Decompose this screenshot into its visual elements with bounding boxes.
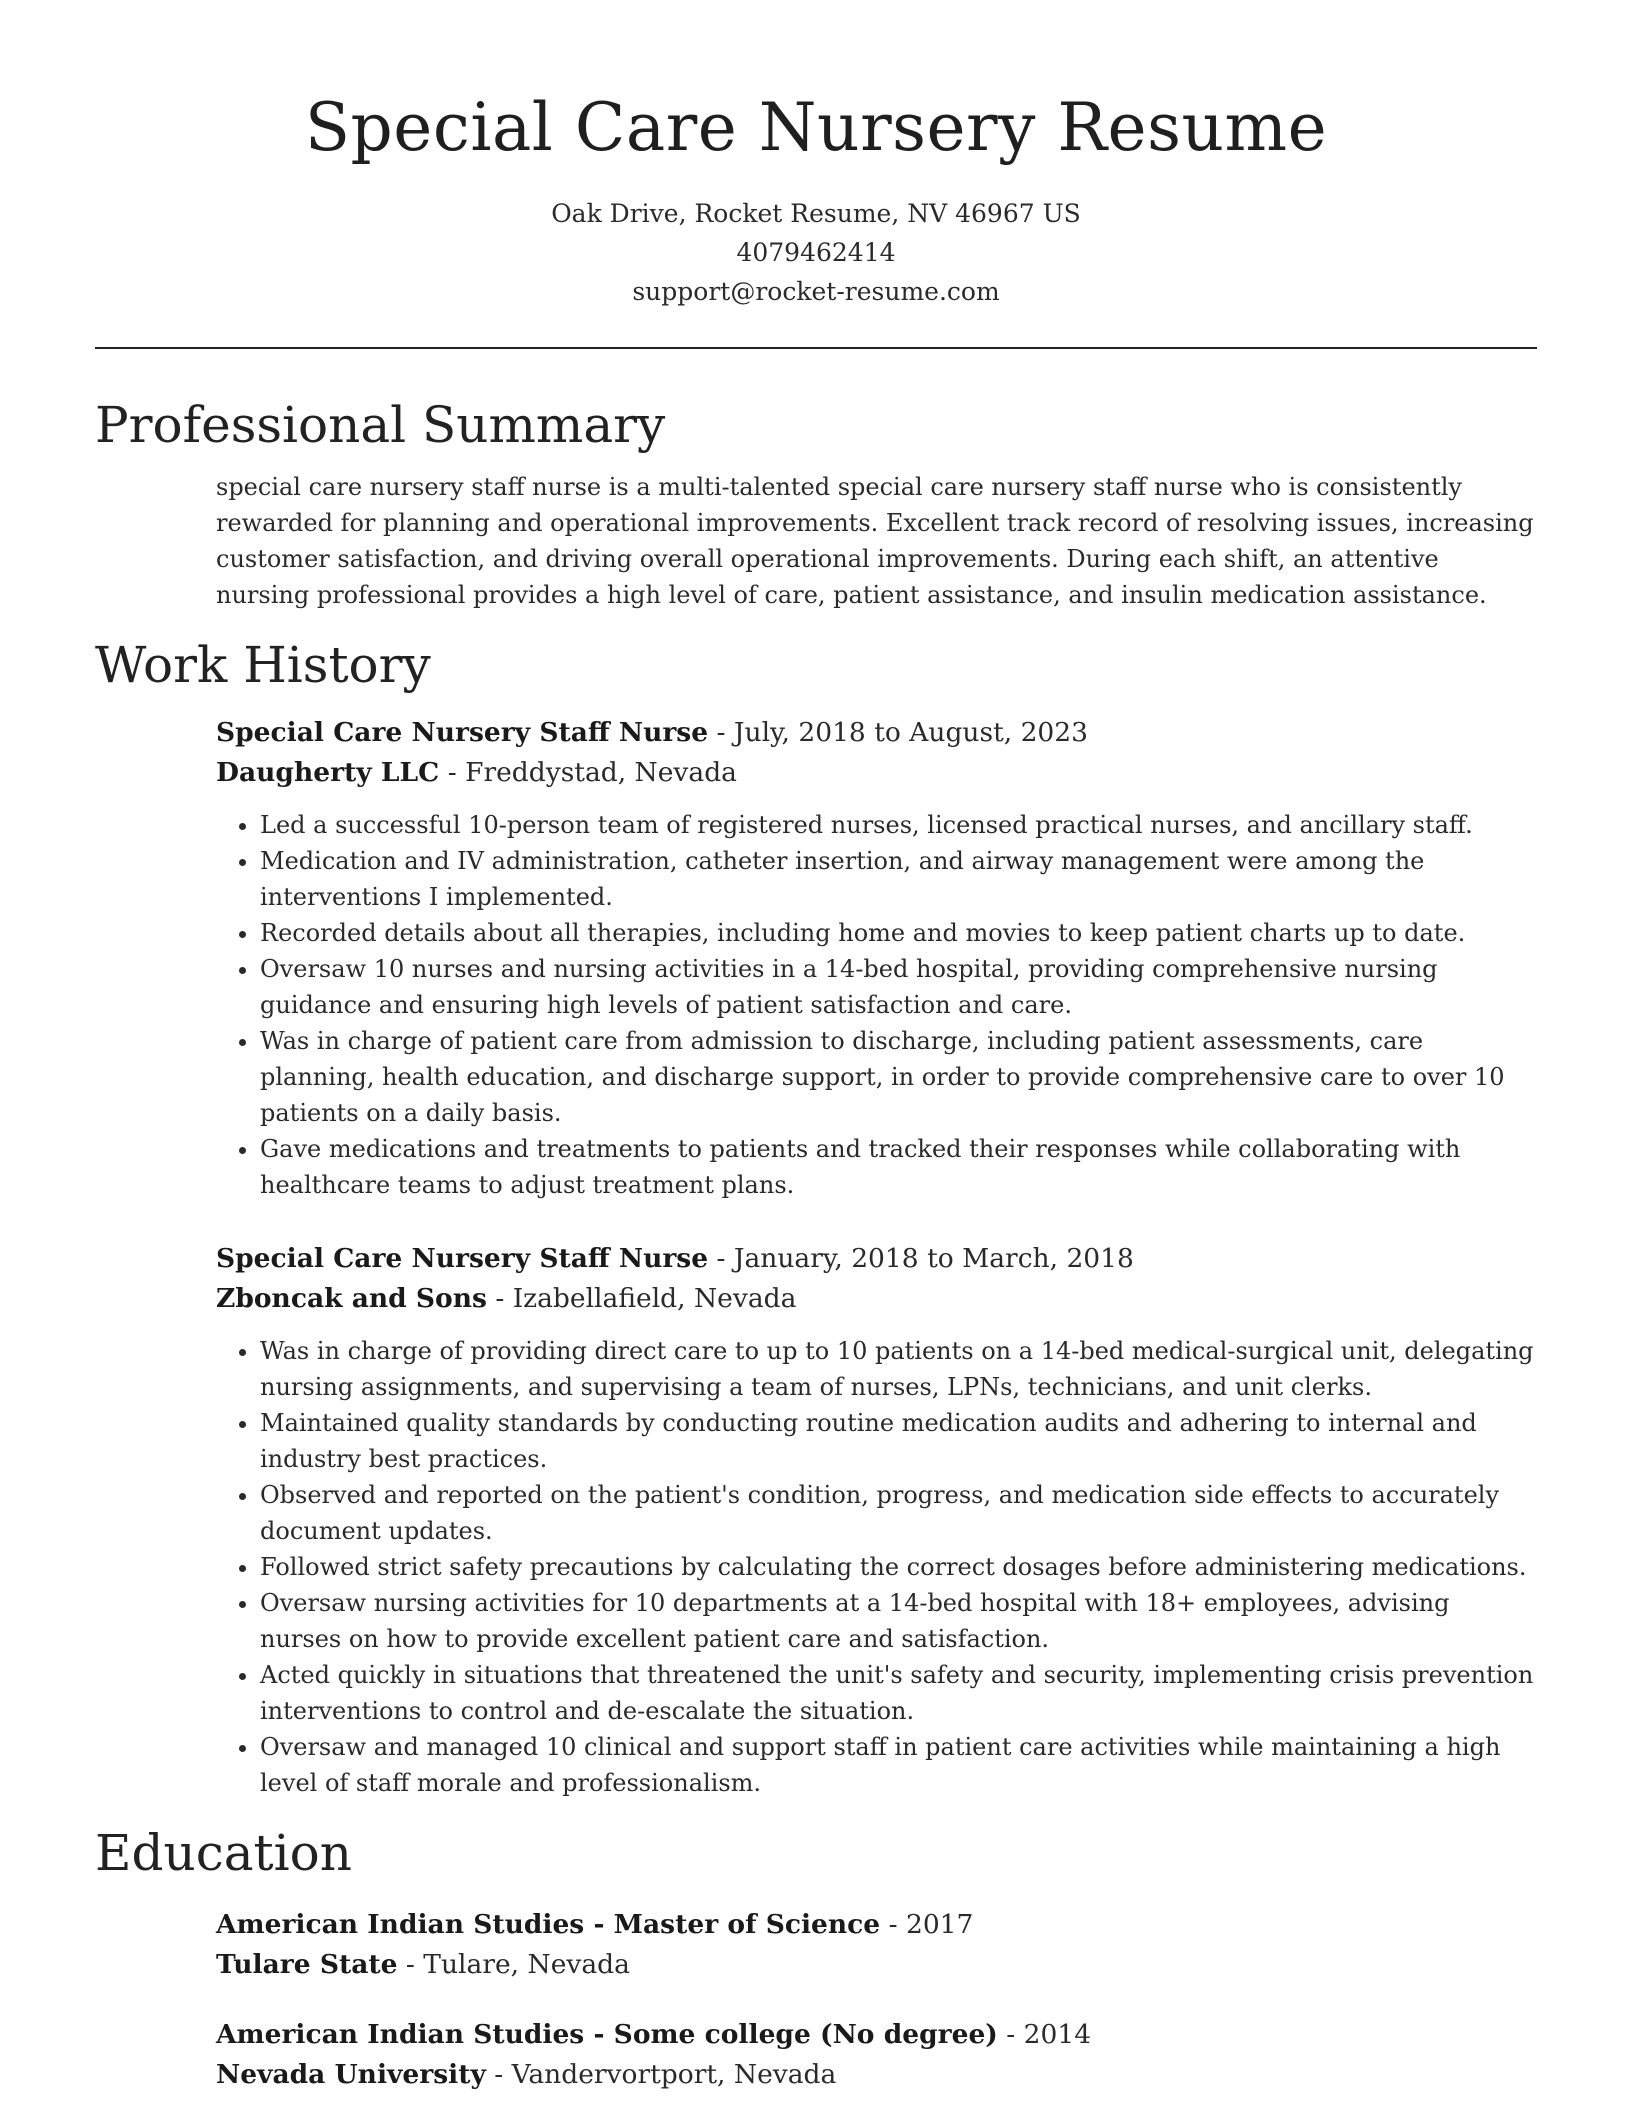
job-location: - Izabellafield, Nevada [486, 1283, 797, 1314]
job-bullet: • Gave medications and treatments to patients and tracked their responses while collaborating with healthcare teams to adjust treatment plans. [260, 1131, 1537, 1203]
job-title-line [216, 1239, 1537, 1279]
email: support@rocket-resume.com [632, 277, 1000, 306]
job-bullet: • Medication and IV administration, catheter insertion, and airway management were among the interventions I implemented. [260, 843, 1537, 915]
job-entry [216, 1239, 1537, 1801]
contact-info [95, 194, 1537, 311]
degree: American Indian Studies - Some college (No degree) [216, 2019, 998, 2050]
school-location: - Vandervortport, Nevada [485, 2059, 837, 2090]
job-bullet: • Led a successful 10-person team of registered nurses, licensed practical nurses, and ancillary staff. [260, 807, 1537, 843]
job-title-line [216, 713, 1537, 753]
school: Tulare State [216, 1949, 398, 1980]
job-role: Special Care Nursery Staff Nurse [216, 717, 709, 748]
job-bullet: • Was in charge of patient care from admission to discharge, including patient assessments, care planning, health education, and discharge support, in order to provide comprehensive care to over 10 patients on a daily basis. [260, 1023, 1537, 1131]
job-entry [216, 713, 1537, 1203]
job-company-line [216, 1279, 1537, 1319]
summary-section [95, 395, 1537, 613]
job-bullets [216, 1333, 1537, 1801]
education-entry [216, 1905, 1537, 1985]
job-bullet: • Followed strict safety precautions by calculating the correct dosages before administering medications. [260, 1549, 1537, 1585]
job-bullet: • Acted quickly in situations that threatened the unit's safety and security, implementing crisis prevention interventions to control and de-escalate the situation. [260, 1657, 1537, 1729]
education-section [95, 1823, 1537, 2095]
address: Oak Drive, Rocket Resume, NV 46967 US [551, 199, 1081, 228]
job-bullet: • Maintained quality standards by conducting routine medication audits and adhering to internal and industry best practices. [260, 1405, 1537, 1477]
degree: American Indian Studies - Master of Science [216, 1909, 881, 1940]
school-line [216, 1945, 1537, 1985]
degree-line [216, 2015, 1537, 2055]
job-company-line [216, 753, 1537, 793]
job-bullet: • Was in charge of providing direct care to up to 10 patients on a 14-bed medical-surgical unit, delegating nursing assignments, and supervising a team of nurses, LPNs, technicians, and unit clerks. [260, 1333, 1537, 1405]
job-company: Zboncak and Sons [216, 1283, 487, 1314]
work-history-heading: Work History [95, 636, 431, 694]
header-divider [95, 347, 1537, 349]
summary-heading: Professional Summary [95, 396, 666, 454]
education-entry [216, 2015, 1537, 2095]
job-dates: - July, 2018 to August, 2023 [708, 717, 1089, 748]
work-history-section [95, 635, 1537, 1801]
degree-line [216, 1905, 1537, 1945]
education-heading: Education [95, 1824, 352, 1882]
job-role: Special Care Nursery Staff Nurse [216, 1243, 709, 1274]
resume-header [95, 88, 1537, 311]
job-bullet: • Observed and reported on the patient's condition, progress, and medication side effects to accurately document updates. [260, 1477, 1537, 1549]
job-bullet: • Recorded details about all therapies, including home and movies to keep patient charts up to date. [260, 915, 1537, 951]
job-company: Daugherty LLC [216, 757, 440, 788]
resume-title: Special Care Nursery Resume [304, 89, 1328, 166]
phone: 4079462414 [736, 238, 896, 267]
summary-text: special care nursery staff nurse is a multi-talented special care nursery staff nurse who is consistently rewarded for planning and operational improvements. Excellent track record of resolving issues, increasing customer satisfaction, and driving overall operational improvements. During each shift, an attentive nursing professional provides a high level of care, patient assistance, and insulin medication assistance. [216, 473, 1534, 609]
school-location: - Tulare, Nevada [397, 1949, 630, 1980]
job-bullet: • Oversaw nursing activities for 10 departments at a 14-bed hospital with 18+ employees, advising nurses on how to provide excellent patient care and satisfaction. [260, 1585, 1537, 1657]
job-bullet: • Oversaw 10 nurses and nursing activities in a 14-bed hospital, providing comprehensive nursing guidance and ensuring high levels of patient satisfaction and care. [260, 951, 1537, 1023]
job-location: - Freddystad, Nevada [439, 757, 737, 788]
job-bullets [216, 807, 1537, 1203]
job-dates: - January, 2018 to March, 2018 [708, 1243, 1134, 1274]
school: Nevada University [216, 2059, 486, 2090]
job-bullet: • Oversaw and managed 10 clinical and support staff in patient care activities while maintaining a high level of staff morale and professionalism. [260, 1729, 1537, 1801]
degree-year: - 2017 [880, 1909, 974, 1940]
school-line [216, 2055, 1537, 2095]
degree-year: - 2014 [997, 2019, 1092, 2050]
